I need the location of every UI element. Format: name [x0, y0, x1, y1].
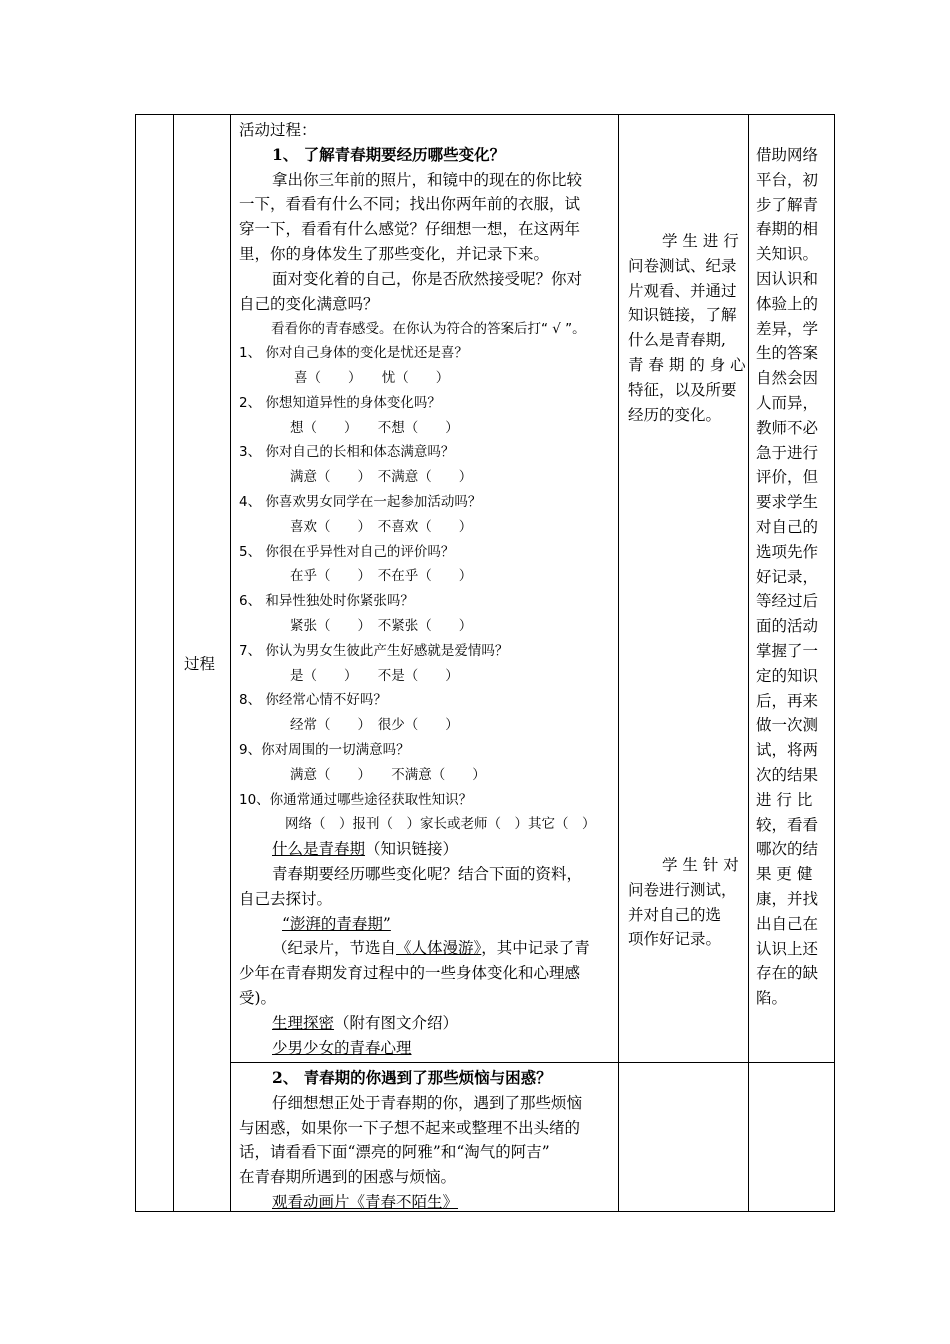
design-intent-line: 好记录，: [756, 567, 819, 586]
column-divider: [618, 115, 619, 1211]
design-intent-line: 急于进行: [756, 443, 819, 462]
survey-answer-options: 紧张（ ） 不紧张（ ）: [290, 618, 473, 634]
intro-line: 里，你的身体发生了那些变化，并记录下来。: [239, 245, 550, 263]
film-text: （纪录片，节选自: [272, 939, 397, 958]
design-intent-line: 哪次的结: [756, 840, 819, 859]
design-intent-line: 春期的相: [756, 220, 819, 239]
link-what-is-puberty[interactable]: 什么是青春期: [272, 840, 366, 859]
design-intent-line: 果 更 健: [756, 865, 813, 884]
design-intent-line: 因认识和: [756, 269, 819, 288]
question-1-title: 1、 了解青春期要经历哪些变化？: [272, 144, 506, 164]
design-intent-line: 掌握了一: [756, 641, 819, 660]
survey-question: 1、 你对自己身体的变化是忧还是喜？: [239, 345, 468, 362]
student-activity-line: 问卷测试、纪录: [628, 256, 737, 275]
design-intent-line: 定的知识: [756, 666, 819, 685]
intro-line: 穿一下，看看有什么感觉？仔细想一想，在这两年: [239, 220, 581, 239]
design-intent-line: 做一次测: [756, 716, 819, 735]
film-desc-line: 少年在青春期发育过程中的一些身体变化和心理感: [239, 964, 581, 983]
design-intent-line: 借助网络: [756, 146, 819, 164]
design-intent-line: 教师不必: [756, 418, 819, 437]
design-intent-line: 关知识。: [756, 245, 819, 264]
block2-line: 仔细想想正处于青春期的你，遇到了那些烦恼: [272, 1093, 583, 1112]
design-intent-line: 康，并找: [756, 889, 819, 908]
explore-line: 青春期要经历哪些变化呢？结合下面的资料，: [272, 865, 583, 883]
film-text: ，其中记录了青: [481, 939, 590, 958]
design-intent-line: 对自己的: [756, 517, 819, 536]
design-intent-line: 体验上的: [756, 294, 819, 313]
survey-question: 8、 你经常心情不好吗？: [239, 692, 387, 709]
design-intent-line: 步了解青: [756, 195, 819, 214]
question-2-title: 2、 青春期的你遇到了那些烦恼与困惑？: [272, 1068, 552, 1087]
design-intent-line: 较，看看: [756, 815, 819, 834]
design-intent: [756, 143, 818, 1011]
design-intent-line: 生的答案: [756, 344, 819, 363]
survey-instruction: 看看你的青春感受。在你认为符合的答案后打“ √ ”。: [271, 321, 586, 338]
design-intent-line: 认识上还: [756, 939, 819, 958]
row-divider: [230, 1062, 834, 1063]
survey-answer-options: 喜（ ） 忧（ ）: [294, 370, 450, 386]
design-intent-line: 自然会因: [756, 369, 819, 388]
survey-answer-options: 满意（ ） 不满意（ ）: [290, 766, 486, 783]
block2-line: 在青春期所遇到的困惑与烦恼。: [239, 1168, 457, 1187]
design-intent-line: 次的结果: [756, 765, 819, 784]
survey-answer-options: 是（ ） 不是（ ）: [290, 667, 459, 684]
link-animation[interactable]: 观看动画片《青春不陌生》: [272, 1193, 459, 1211]
student-activity-line: 项作好记录。: [628, 930, 722, 949]
film-title[interactable]: “澎湃的青春期”: [282, 914, 391, 933]
intro-line: 面对变化着的自己，你是否欣然接受呢？你对: [272, 269, 583, 288]
design-intent-line: 进 行 比: [756, 790, 813, 809]
survey-question: 4、 你喜欢男女同学在一起参加活动吗？: [239, 494, 482, 510]
link-suffix: （知识链接）: [365, 840, 459, 859]
student-activity-line: 片观看、并通过: [628, 281, 737, 300]
survey-answer-options: 喜欢（ ） 不喜欢（ ）: [290, 518, 473, 535]
column-divider: [748, 115, 749, 1211]
explore-line: 自己去探讨。: [239, 889, 333, 908]
design-intent-line: 差异，学: [756, 319, 819, 338]
lesson-table: [135, 114, 835, 1212]
design-intent-line: 试，将两: [756, 741, 819, 760]
survey-answer-options: 满意（ ） 不满意（ ）: [290, 469, 473, 486]
student-activity-2: [628, 853, 739, 952]
block2-line: 与困惑，如果你一下子想不起来或整理不出头绪的: [239, 1118, 581, 1137]
design-intent-line: 陷。: [756, 989, 788, 1008]
design-intent-line: 面的活动: [756, 617, 819, 636]
student-activity-line: 问卷进行测试，: [628, 880, 737, 899]
student-activity-line: 特征，以及所要: [628, 380, 737, 399]
film-desc-line: 受)。: [239, 989, 277, 1007]
survey-question: 5、 你很在乎异性对自己的评价吗？: [239, 543, 455, 560]
film-source-link[interactable]: 《人体漫游》: [396, 939, 482, 958]
survey-answer-options: 网络（ ）报刊（ ）家长或老师（ ）其它（ ）: [285, 816, 596, 833]
survey-question: 2、 你想知道异性的身体变化吗？: [239, 394, 441, 411]
survey-question: 10、你通常通过哪些途径获取性知识？: [239, 791, 473, 808]
student-activity-line: 并对自己的选: [628, 905, 722, 924]
link-psychology[interactable]: 少男少女的青春心理: [272, 1038, 412, 1057]
design-intent-line: 等经过后: [756, 592, 819, 611]
survey-question: 7、 你认为男女生彼此产生好感就是爱情吗？: [239, 642, 509, 659]
student-activity-line: 什么是青春期,: [628, 331, 726, 350]
survey-question: 6、 和异性独处时你紧张吗？: [239, 593, 414, 610]
survey-answer-options: 想（ ） 不想（ ）: [290, 419, 459, 436]
student-activity-line: 知识链接，了解: [628, 306, 737, 325]
column-divider: [173, 115, 174, 1211]
block2-line: 话，请看看下面“漂亮的阿雅”和“淘气的阿吉”: [239, 1143, 550, 1162]
student-activity-line: 学 生 针 对: [662, 856, 739, 874]
student-activity-line: 经历的变化。: [628, 405, 722, 424]
intro-line: 拿出你三年前的照片，和镜中的现在的你比较: [272, 170, 583, 189]
film-desc-line: [272, 936, 590, 961]
design-intent-line: 选项先作: [756, 542, 819, 561]
column-divider: [230, 115, 231, 1211]
design-intent-line: 评价，但: [756, 468, 819, 487]
knowledge-link-line: [272, 837, 458, 862]
design-intent-line: 人而异，: [756, 393, 819, 412]
design-intent-line: 后，再来: [756, 691, 819, 710]
student-activity-1: [628, 229, 746, 427]
design-intent-line: 存在的缺: [756, 964, 819, 983]
survey-answer-options: 经常（ ） 很少（ ）: [290, 717, 459, 734]
student-activity-line: 青 春 期 的 身 心: [628, 355, 746, 374]
design-intent-line: 要求学生: [756, 493, 819, 512]
design-intent-line: 平台，初: [756, 170, 819, 189]
survey-question: 9、你对周围的一切满意吗？: [239, 742, 410, 758]
link-physiology[interactable]: 生理探密: [272, 1013, 335, 1032]
section-label: 过程: [184, 655, 216, 673]
student-activity-line: 学 生 进 行: [662, 232, 739, 250]
activity-heading: 活动过程：: [239, 121, 317, 139]
physiology-link-line: [272, 1011, 458, 1036]
survey-answer-options: 在乎（ ） 不在乎（ ）: [290, 568, 473, 585]
design-intent-line: 出自己在: [756, 914, 819, 933]
survey-question: 3、 你对自己的长相和体态满意吗？: [239, 444, 455, 461]
intro-line: 自己的变化满意吗？: [239, 294, 379, 313]
intro-line: 一下，看看有什么不同；找出你两年前的衣服，试: [239, 195, 581, 214]
link-suffix: （附有图文介绍）: [334, 1013, 459, 1032]
